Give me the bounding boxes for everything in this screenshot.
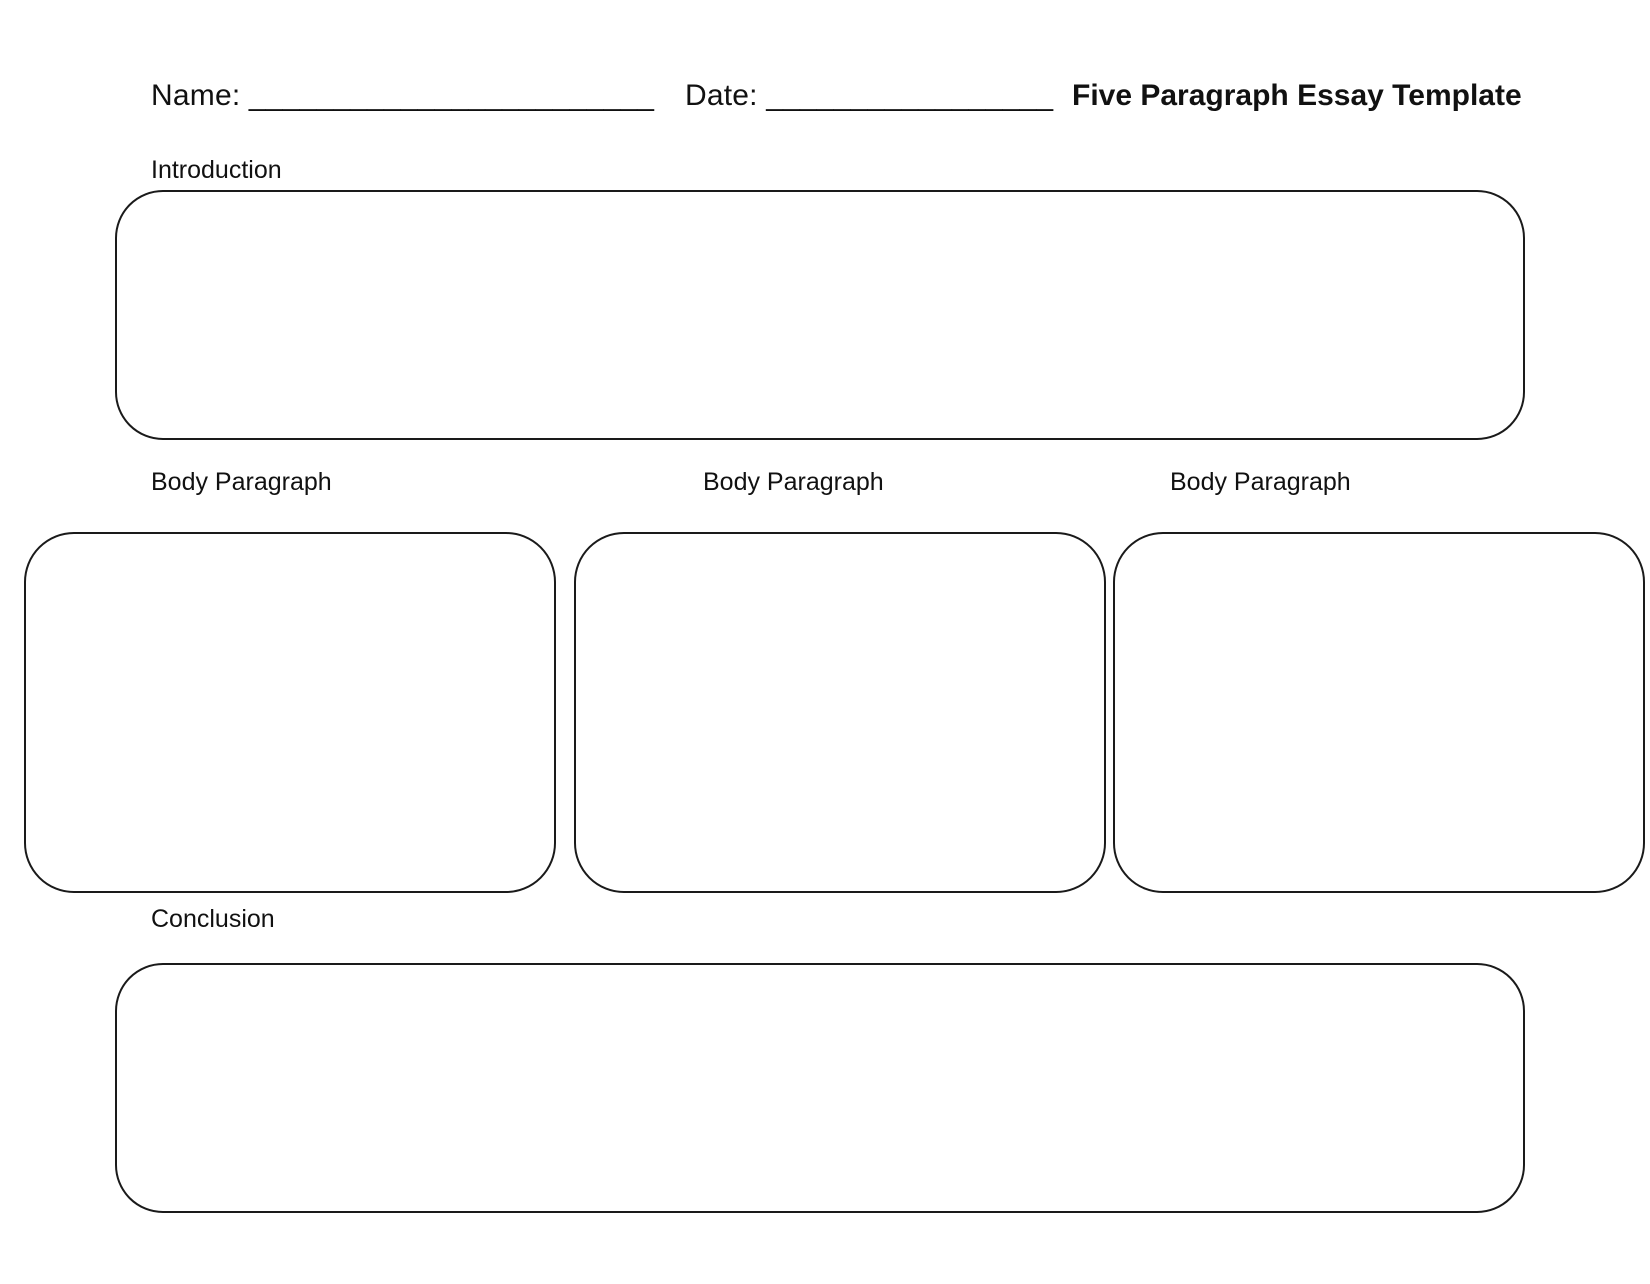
conclusion-label: Conclusion — [151, 905, 275, 933]
body-paragraph-1-label: Body Paragraph — [151, 468, 332, 496]
introduction-box[interactable] — [115, 190, 1525, 440]
worksheet-title: Five Paragraph Essay Template — [1072, 79, 1522, 112]
body-paragraph-2-label: Body Paragraph — [703, 468, 884, 496]
introduction-label: Introduction — [151, 156, 282, 184]
body-paragraph-1-box[interactable] — [24, 532, 556, 893]
body-paragraph-3-label: Body Paragraph — [1170, 468, 1351, 496]
name-field[interactable]: Name: ________________________ — [151, 79, 655, 112]
date-field[interactable]: Date: _________________ — [685, 79, 1054, 112]
body-paragraph-2-box[interactable] — [574, 532, 1106, 893]
conclusion-box[interactable] — [115, 963, 1525, 1213]
body-paragraph-3-box[interactable] — [1113, 532, 1645, 893]
